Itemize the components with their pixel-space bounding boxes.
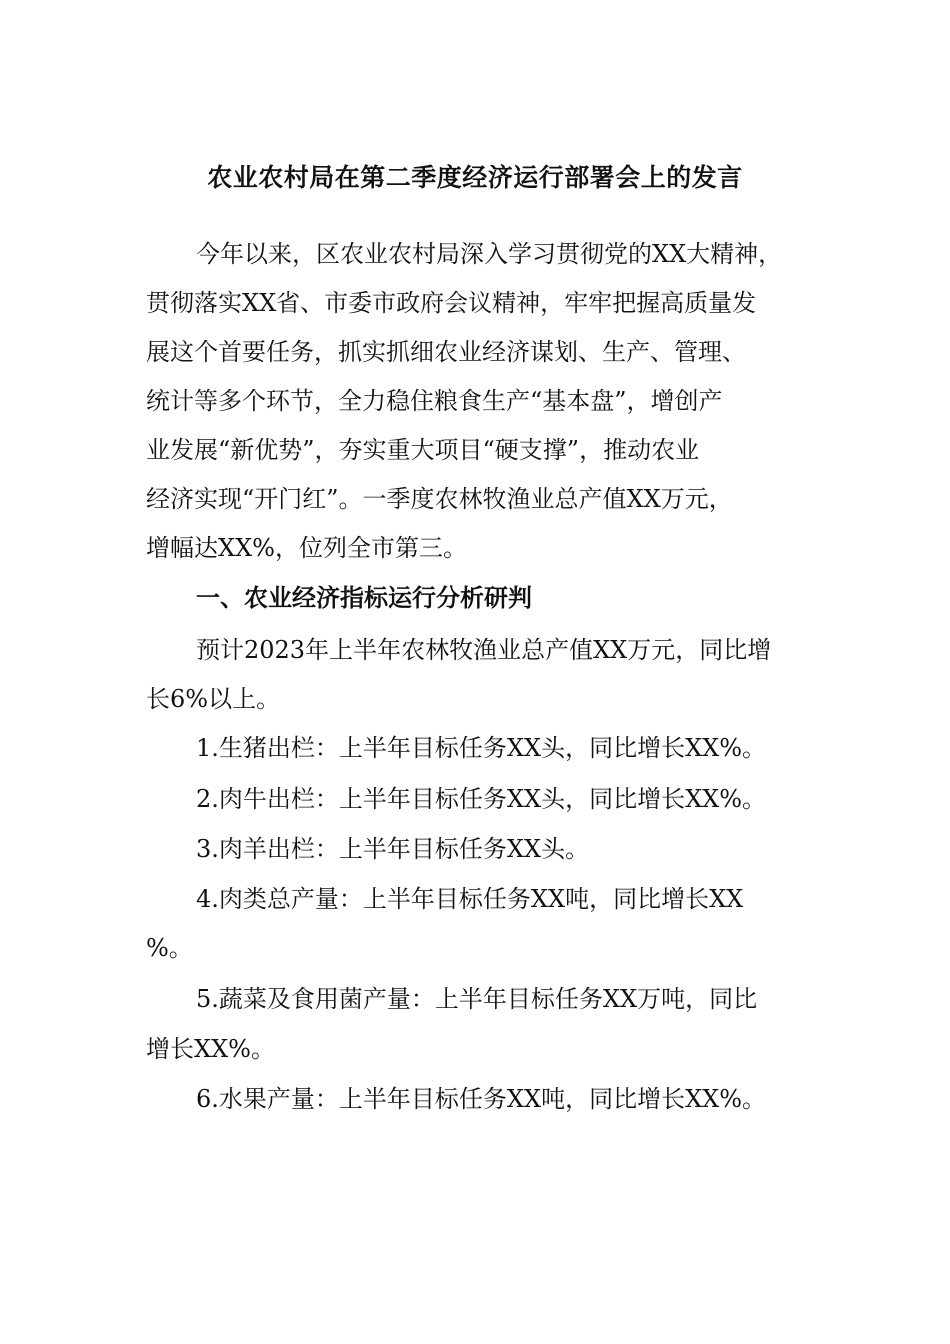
intro-paragraph-line: 展这个首要任务，抓实抓细农业经济谋划、生产、管理、 [146,338,746,366]
indicator-item: 2.肉牛出栏：上半年目标任务XX头，同比增长XX%。 [196,785,767,813]
indicator-item-continued: %。 [146,934,193,962]
intro-paragraph-line: 贯彻落实XX省、市委市政府会议精神，牢牢把握高质量发 [146,289,757,317]
indicator-item: 5.蔬菜及食用菌产量：上半年目标任务XX万吨，同比 [196,985,758,1013]
intro-paragraph-line: 增幅达XX%，位列全市第三。 [146,534,467,562]
section-heading: 一、农业经济指标运行分析研判 [196,583,532,612]
indicator-item: 3.肉羊出栏：上半年目标任务XX头。 [196,835,590,863]
indicator-item: 6.水果产量：上半年目标任务XX吨，同比增长XX%。 [196,1085,767,1113]
forecast-paragraph-line: 长6%以上。 [146,685,281,713]
indicator-item: 4.肉类总产量：上半年目标任务XX吨，同比增长XX [196,885,744,913]
document-title: 农业农村局在第二季度经济运行部署会上的发言 [207,163,743,192]
intro-paragraph-line: 统计等多个环节，全力稳住粮食生产“基本盘”，增创产 [146,387,723,415]
intro-paragraph-line: 今年以来，区农业农村局深入学习贯彻党的XX大精神， [196,240,783,268]
forecast-paragraph-line: 预计2023年上半年农林牧渔业总产值XX万元，同比增 [196,636,772,664]
intro-paragraph-line: 业发展“新优势”，夯实重大项目“硬支撑”，推动农业 [146,436,700,464]
indicator-item-continued: 增长XX%。 [146,1035,275,1063]
indicator-item: 1.生猪出栏：上半年目标任务XX头，同比增长XX%。 [196,734,767,762]
intro-paragraph-line: 经济实现“开门红”。一季度农林牧渔业总产值XX万元， [146,485,733,513]
